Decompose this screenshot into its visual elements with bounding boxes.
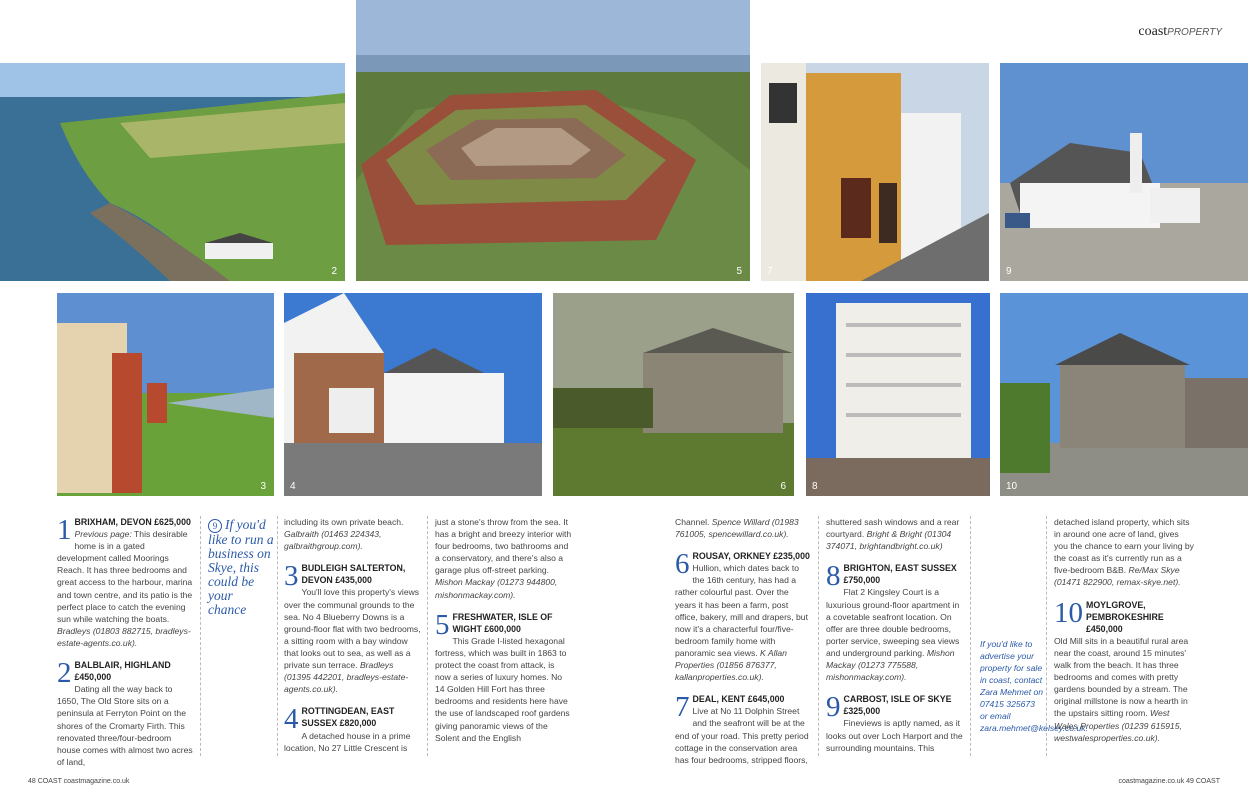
listing-number: 5 [435, 608, 450, 641]
photo-number: 5 [736, 266, 742, 277]
listing-number: 10 [1054, 596, 1083, 629]
advertise-notice: If you'd like to advertise your property for sale in coast, contact Zara Mehmet on 07415 325673 or email zara.mehmet@kelsey.co.uk. [980, 639, 1088, 733]
listing-body: detached island property, which sits in around one acre of land, gives you the chance to earn your living by the coast as it's currently run as a five-bedroom B&B. [1054, 517, 1194, 576]
listing-heading: FRESHWATER, ISLE OF WIGHT £600,000 [452, 611, 553, 634]
listing-number: 6 [675, 548, 690, 581]
photo-brixham [0, 63, 345, 281]
listing-7-continued [826, 516, 964, 552]
photo-rottingdean-image [284, 293, 542, 496]
listing-number: 4 [284, 703, 299, 736]
listing-heading: DEAL, KENT £645,000 [692, 694, 785, 705]
listing-7 [675, 693, 812, 766]
photo-number: 6 [780, 481, 786, 492]
listing-agent: Spence Willard (01983 761005, spencewillard.co.uk). [675, 517, 799, 540]
listing-agent: Mishon Mackay (01273 944800, mishonmackay.com). [435, 577, 558, 600]
listing-body: Fineviews is aptly named, as it looks out over Loch Harport and the surrounding mountains. This [826, 718, 963, 753]
text-column-1 [57, 516, 194, 778]
photo-budleigh [57, 293, 274, 496]
photo-number: 10 [1006, 481, 1018, 492]
listing-5 [435, 608, 572, 744]
footer-left: 48 COAST coastmagazine.co.uk [28, 778, 130, 785]
listing-number: 7 [675, 691, 690, 724]
listing-heading: ROTTINGDEAN, EAST SUSSEX £820,000 [301, 706, 395, 729]
listing-body: This Grade I-listed hexagonal fortress, which was built in 1863 to protect the coast from attack, is now a series of luxury homes. No 14 Golden Hill Fort has three bedrooms and residents here have the use of landscaped roof gardens giving panoramic views of the Solent and the English [435, 635, 570, 743]
column-divider [277, 516, 278, 756]
photo-moylgrove [1000, 293, 1248, 496]
logo-section: PROPERTY [1167, 27, 1222, 38]
listing-2 [57, 659, 194, 768]
column-divider [970, 516, 971, 756]
photo-brixham-image [0, 63, 345, 281]
listing-agent: Bradleys (01803 882715, bradleys-estate-agents.co.uk). [57, 625, 191, 648]
listing-agent: Bright & Bright (01304 374071, brightandbright.co.uk) [826, 529, 952, 552]
column-divider [818, 516, 819, 756]
listing-2-continued [284, 516, 421, 552]
pull-quote-number: 9 [208, 519, 222, 533]
photo-number: 7 [767, 266, 773, 277]
listing-number: 1 [57, 514, 72, 546]
photo-carbost-house [1000, 63, 1248, 281]
listing-9-continued [1054, 516, 1194, 589]
listing-heading: BRIGHTON, EAST SUSSEX £750,000 [843, 563, 957, 586]
photo-number: 2 [331, 266, 337, 277]
photo-rousay-image [553, 293, 794, 496]
listing-4 [284, 705, 421, 753]
listing-1 [57, 516, 194, 649]
listing-agent: Bradleys (01395 442201, bradleys-estate-agents.co.uk). [284, 660, 409, 695]
listing-10 [1054, 596, 1194, 744]
listing-3 [284, 562, 421, 695]
photo-freshwater-fort [356, 0, 750, 281]
logo-brand: coast [1138, 24, 1168, 39]
listing-heading: CARBOST, ISLE OF SKYE £325,000 [843, 694, 952, 717]
listing-agent: K Allan Properties (01856 876377, kallanproperties.co.uk). [675, 647, 787, 683]
listing-4-continued [435, 516, 572, 601]
listing-body: This desirable home is in a gated development called Moorings Reach. It has three bedrooms and great access to the harbour, marina and town centre, and its patio is the perfect place to catch the evening sun while watching the boats. [57, 529, 193, 624]
photo-freshwater-fort-image [356, 0, 750, 281]
photo-number: 3 [260, 481, 266, 492]
photo-budleigh-image [57, 293, 274, 496]
listing-agent: West Wales Properties (01239 615915, westwalesproperties.co.uk). [1054, 708, 1182, 743]
listing-body: shuttered sash windows and a rear courtyard. [826, 517, 960, 540]
listing-9 [826, 693, 964, 753]
listing-body: Dating all the way back to 1650, The Old Store sits on a peninsula at Ferryton Point on the shores of the Cromarty Firth. This renovated three/four-bedroom house comes with almost two acres of land, [57, 684, 193, 767]
listing-number: 9 [826, 691, 841, 724]
listing-agent: Re/Max Skye (01471 822900, remax-skye.net). [1054, 565, 1181, 588]
column-divider [200, 516, 201, 756]
text-column-3 [435, 516, 572, 754]
pull-quote [208, 518, 274, 617]
photo-brighton [806, 293, 990, 496]
listing-body: A detached house in a prime location, No 27 Little Crescent is [284, 730, 411, 753]
listing-heading: MOYLGROVE, PEMBROKESHIRE £450,000 [1086, 599, 1164, 634]
listing-heading: BRIXHAM, DEVON £625,000 [74, 517, 191, 527]
photo-carbost-house-image [1000, 63, 1248, 281]
photo-moylgrove-image [1000, 293, 1248, 496]
photo-rousay [553, 293, 794, 496]
footer-right: coastmagazine.co.uk 49 COAST [1118, 778, 1220, 785]
listing-body: Flat 2 Kingsley Court is a luxurious ground-floor apartment in a covetable seafront location. On offer are three double bedrooms, porter service, sweeping sea views and underground parking. [826, 587, 960, 658]
text-column-2 [284, 516, 421, 764]
listing-body: just a stone's throw from the sea. It has a bright and breezy interior with four bedrooms, two bathrooms and a conservatory, and there's also a garage plus off-street parking. [435, 517, 572, 576]
listing-5-continued [675, 516, 812, 540]
pull-quote-text: If you'd like to run a business on Skye, this could be your chance [208, 517, 274, 617]
listing-body: Hullion, which dates back to the 16th century, has had a rather colourful past. Over the years it has been a farm, post office, bakery, mill and drapers, but now it's a characterful four/five-bedroom family home with panoramic sea views. [675, 563, 808, 658]
listing-number: 8 [826, 560, 841, 593]
listing-body: including its own private beach. [284, 517, 404, 527]
listing-number: 2 [57, 657, 72, 690]
listing-6 [675, 550, 812, 683]
column-divider [1046, 516, 1047, 756]
magazine-logo [1138, 24, 1222, 40]
photo-deal-street-image [761, 63, 989, 281]
listing-agent: Mishon Mackay (01273 775588, mishonmackay.com). [826, 647, 955, 683]
photo-number: 9 [1006, 266, 1012, 277]
listing-body: Live at No 11 Dolphin Street and the seafront will be at the end of your road. This pretty period cottage in the conservation area has four bedrooms, stripped floors, [675, 706, 809, 765]
column-divider [427, 516, 428, 756]
listing-body: Channel. [675, 517, 712, 527]
listing-body: You'll love this property's views over the communal grounds to the sea. No 4 Blueberry Downs is a ground-floor flat with two bedrooms, a sitting room with a bay window that looks out to sea, as well as a private sun terrace. [284, 587, 421, 671]
listing-number: 3 [284, 560, 299, 593]
photo-deal-street [761, 63, 989, 281]
photo-brighton-image [806, 293, 990, 496]
text-column-6 [1054, 516, 1194, 754]
listing-8 [826, 562, 964, 683]
text-column-5 [826, 516, 964, 764]
listing-agent: Galbraith (01463 224343, galbraithgroup.com). [284, 529, 382, 552]
listing-heading: ROUSAY, ORKNEY £235,000 [692, 551, 810, 562]
listing-heading: BUDLEIGH SALTERTON, DEVON £435,000 [301, 563, 406, 586]
listing-heading: BALBLAIR, HIGHLAND £450,000 [74, 660, 171, 683]
photo-rottingdean [284, 293, 542, 496]
photo-number: 4 [290, 481, 296, 492]
listing-lead: Previous page: [74, 529, 132, 540]
text-column-4 [675, 516, 812, 776]
photo-number: 8 [812, 481, 818, 492]
listing-body: Old Mill sits in a beautiful rural area near the coast, around 15 minutes' walk from the beach. It has three bedrooms and comes with pretty gardens bounded by a stream. The original millstone is now a hearth in the upstairs sitting room. [1054, 635, 1189, 719]
